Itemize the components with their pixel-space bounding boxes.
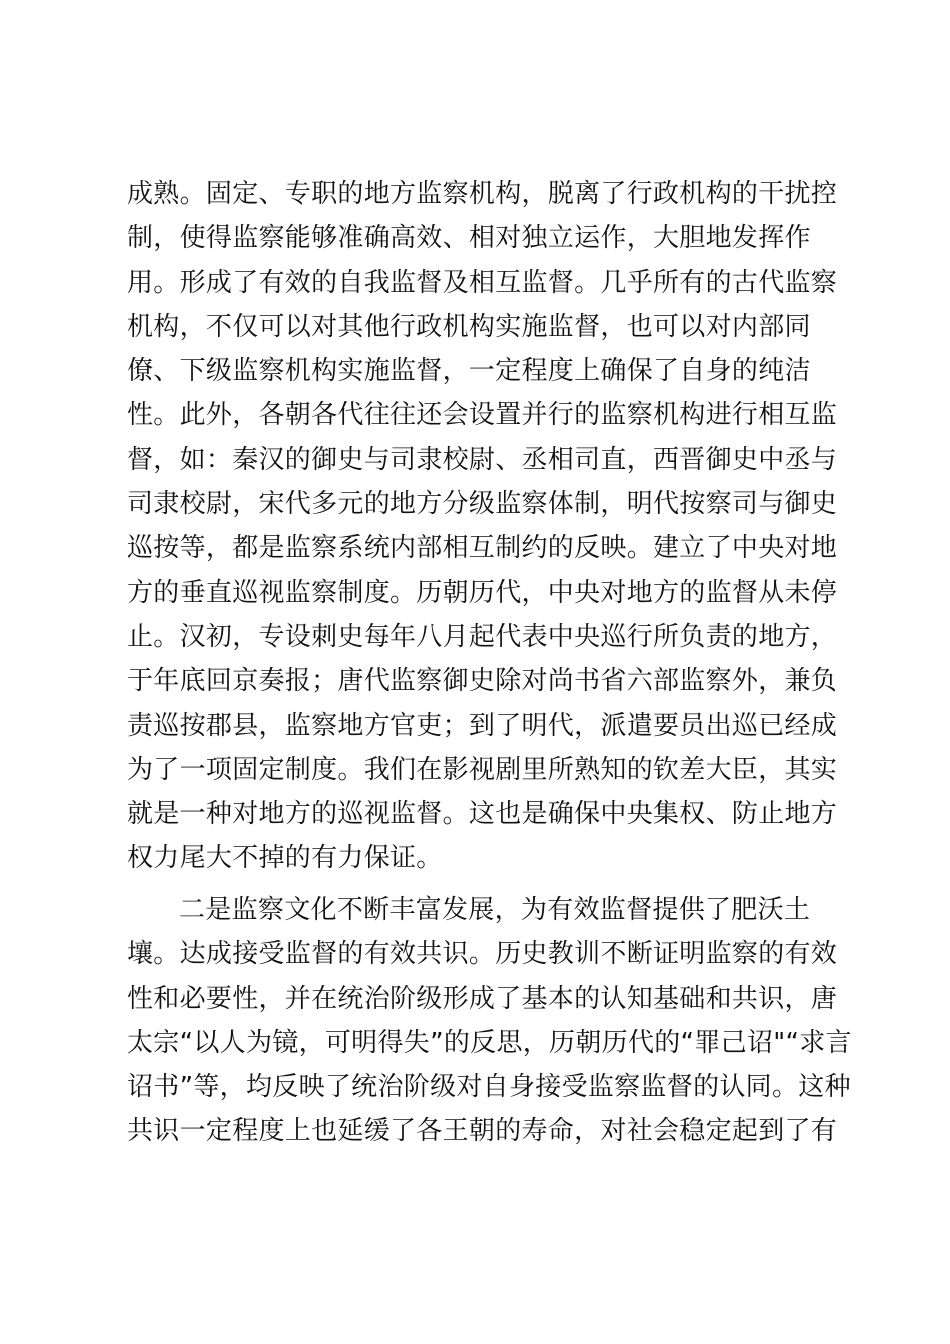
paragraph-line: 就是一种对地方的巡视监督。这也是确保中央集权、防止地方: [127, 799, 838, 830]
paragraph-line: 为了一项固定制度。我们在影视剧里所熟知的钦差大臣，其实: [127, 754, 838, 785]
paragraph-line: 用。形成了有效的自我监督及相互监督。几乎所有的古代监察: [127, 267, 838, 298]
paragraph-line: 诏书”等，均反映了统治阶级对自身接受监察监督的认同。这种: [127, 1072, 851, 1103]
paragraph-line: 共识一定程度上也延缓了各王朝的寿命，对社会稳定起到了有: [127, 1116, 838, 1147]
paragraph-1: [127, 172, 838, 881]
paragraph-line: 权力尾大不掉的有力保证。: [127, 843, 443, 874]
paragraph-line: 机构，不仅可以对其他行政机构实施监督，也可以对内部同: [127, 311, 811, 342]
paragraph-line: 责巡按郡县，监察地方官吏；到了明代，派遣要员出巡已经成: [127, 710, 838, 741]
paragraph-line: 成熟。固定、专职的地方监察机构，脱离了行政机构的干扰控: [127, 179, 838, 209]
paragraph-2: [127, 888, 852, 1154]
paragraph-line: 壤。达成接受监督的有效共识。历史教训不断证明监察的有效: [127, 939, 838, 970]
paragraph-line: 督，如：秦汉的御史与司隶校尉、丞相司直，西晋御史中丞与: [127, 444, 838, 475]
paragraph-line: 司隶校尉，宋代多元的地方分级监察体制，明代按察司与御史: [127, 489, 838, 520]
paragraph-line: 止。汉初，专设刺史每年八月起代表中央巡行所负责的地方，: [127, 621, 838, 652]
paragraph-line: 性。此外，各朝各代往往还会设置并行的监察机构进行相互监: [127, 400, 838, 431]
paragraph-line-indented: 二是监察文化不断丰富发展，为有效监督提供了肥沃土: [179, 895, 811, 925]
paragraph-line: 于年底回京奏报；唐代监察御史除对尚书省六部监察外，兼负: [127, 666, 838, 697]
paragraph-line: 太宗“以人为镜，可明得失”的反思，历朝历代的“罪己诏"“求言: [127, 1027, 852, 1058]
paragraph-line: 性和必要性，并在统治阶级形成了基本的认知基础和共识，唐: [127, 983, 838, 1014]
paragraph-line: 制，使得监察能够准确高效、相对独立运作，大胆地发挥作: [127, 223, 811, 254]
paragraph-line: 巡按等，都是监察系统内部相互制约的反映。建立了中央对地: [127, 533, 838, 564]
paragraph-line: 方的垂直巡视监察制度。历朝历代，中央对地方的监督从未停: [127, 577, 838, 608]
paragraph-line: 僚、下级监察机构实施监督，一定程度上确保了自身的纯洁: [127, 356, 811, 387]
